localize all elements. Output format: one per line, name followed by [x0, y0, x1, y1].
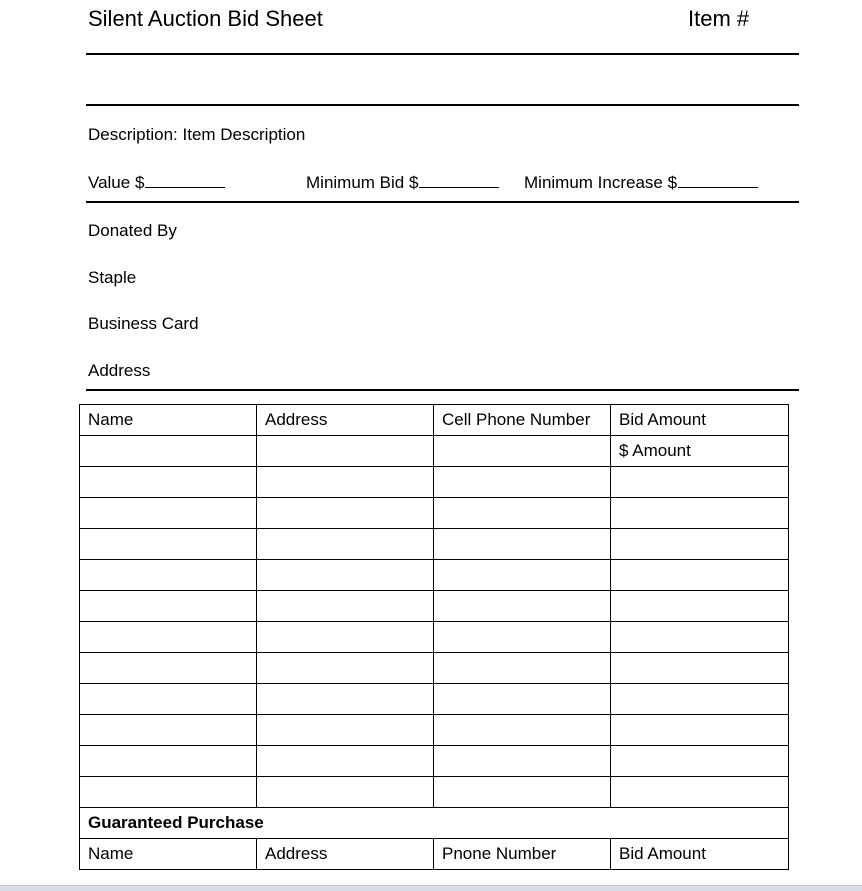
column-header-name: Name: [80, 405, 257, 436]
table-cell[interactable]: [611, 777, 789, 808]
column-header-cell-phone: Cell Phone Number: [434, 405, 611, 436]
table-cell[interactable]: [257, 622, 434, 653]
guaranteed-header-name: Name: [80, 839, 257, 870]
table-cell[interactable]: [80, 560, 257, 591]
address-label: Address: [88, 361, 151, 380]
table-row: [80, 560, 789, 591]
table-cell[interactable]: [257, 746, 434, 777]
table-row: [80, 777, 789, 808]
description-value[interactable]: Item Description: [182, 125, 306, 144]
bid-amount-cell[interactable]: $ Amount: [611, 436, 789, 467]
table-cell[interactable]: [611, 591, 789, 622]
table-cell[interactable]: [80, 529, 257, 560]
guaranteed-header-row: [80, 839, 789, 870]
table-cell[interactable]: [80, 591, 257, 622]
divider-line: [86, 104, 799, 106]
guaranteed-header-bid-amount: Bid Amount: [611, 839, 789, 870]
table-cell[interactable]: [434, 436, 611, 467]
table-cell[interactable]: [80, 498, 257, 529]
table-cell[interactable]: [434, 746, 611, 777]
minimum-bid-label: Minimum Bid $: [306, 173, 419, 192]
table-cell[interactable]: [257, 498, 434, 529]
guaranteed-purchase-title: Guaranteed Purchase: [80, 808, 789, 839]
page-bottom-edge: [0, 885, 862, 891]
table-row: [80, 715, 789, 746]
table-cell[interactable]: [611, 622, 789, 653]
minimum-increase-blank[interactable]: [678, 172, 758, 188]
minimum-increase-label: Minimum Increase $: [524, 173, 678, 192]
column-header-bid-amount: Bid Amount: [611, 405, 789, 436]
table-cell[interactable]: [611, 746, 789, 777]
table-cell[interactable]: [80, 715, 257, 746]
table-row: [80, 622, 789, 653]
value-label: Value $: [88, 173, 145, 192]
table-cell[interactable]: [434, 715, 611, 746]
bid-table: [79, 404, 789, 870]
table-cell[interactable]: [80, 653, 257, 684]
value-blank[interactable]: [145, 172, 225, 188]
table-cell[interactable]: [434, 498, 611, 529]
table-row: [80, 467, 789, 498]
table-cell[interactable]: [611, 560, 789, 591]
divider-line: [86, 53, 799, 55]
table-cell[interactable]: [257, 591, 434, 622]
divider-line: [86, 389, 799, 391]
table-cell[interactable]: [611, 498, 789, 529]
table-cell[interactable]: [80, 467, 257, 498]
table-cell[interactable]: [80, 622, 257, 653]
table-cell[interactable]: [434, 591, 611, 622]
table-cell[interactable]: [80, 777, 257, 808]
staple-label: Staple: [88, 268, 137, 287]
table-row: [80, 436, 789, 467]
table-cell[interactable]: [434, 653, 611, 684]
table-row: [80, 498, 789, 529]
table-cell[interactable]: [434, 467, 611, 498]
divider-line: [86, 201, 799, 203]
table-cell[interactable]: [611, 715, 789, 746]
table-cell[interactable]: [611, 653, 789, 684]
table-cell[interactable]: [80, 684, 257, 715]
table-row: [80, 653, 789, 684]
table-cell[interactable]: [434, 560, 611, 591]
table-row: [80, 529, 789, 560]
table-cell[interactable]: [257, 529, 434, 560]
table-cell[interactable]: [257, 653, 434, 684]
value-field: [88, 172, 225, 193]
table-cell[interactable]: [257, 436, 434, 467]
guaranteed-header-phone: Pnone Number: [434, 839, 611, 870]
table-cell[interactable]: [434, 777, 611, 808]
sheet-title: Silent Auction Bid Sheet: [88, 6, 323, 31]
table-row: [80, 591, 789, 622]
table-cell[interactable]: [257, 684, 434, 715]
table-cell[interactable]: [434, 529, 611, 560]
description-field: [88, 125, 305, 145]
minimum-bid-blank[interactable]: [419, 172, 499, 188]
description-label: Description:: [88, 125, 178, 144]
table-cell[interactable]: [257, 560, 434, 591]
table-cell[interactable]: [257, 777, 434, 808]
donated-by-label: Donated By: [88, 221, 177, 240]
table-header-row: [80, 405, 789, 436]
guaranteed-purchase-row: [80, 808, 789, 839]
table-cell[interactable]: [257, 467, 434, 498]
table-cell[interactable]: [434, 622, 611, 653]
table-row: [80, 684, 789, 715]
table-cell[interactable]: [80, 436, 257, 467]
column-header-address: Address: [257, 405, 434, 436]
minimum-bid-field: [306, 172, 499, 193]
item-number-label: Item #: [688, 6, 750, 31]
table-cell[interactable]: [257, 715, 434, 746]
table-cell[interactable]: [80, 746, 257, 777]
guaranteed-header-address: Address: [257, 839, 434, 870]
table-cell[interactable]: [611, 684, 789, 715]
business-card-label: Business Card: [88, 314, 199, 333]
table-cell[interactable]: [434, 684, 611, 715]
table-cell[interactable]: [611, 529, 789, 560]
table-cell[interactable]: [611, 467, 789, 498]
minimum-increase-field: [524, 172, 758, 193]
table-row: [80, 746, 789, 777]
